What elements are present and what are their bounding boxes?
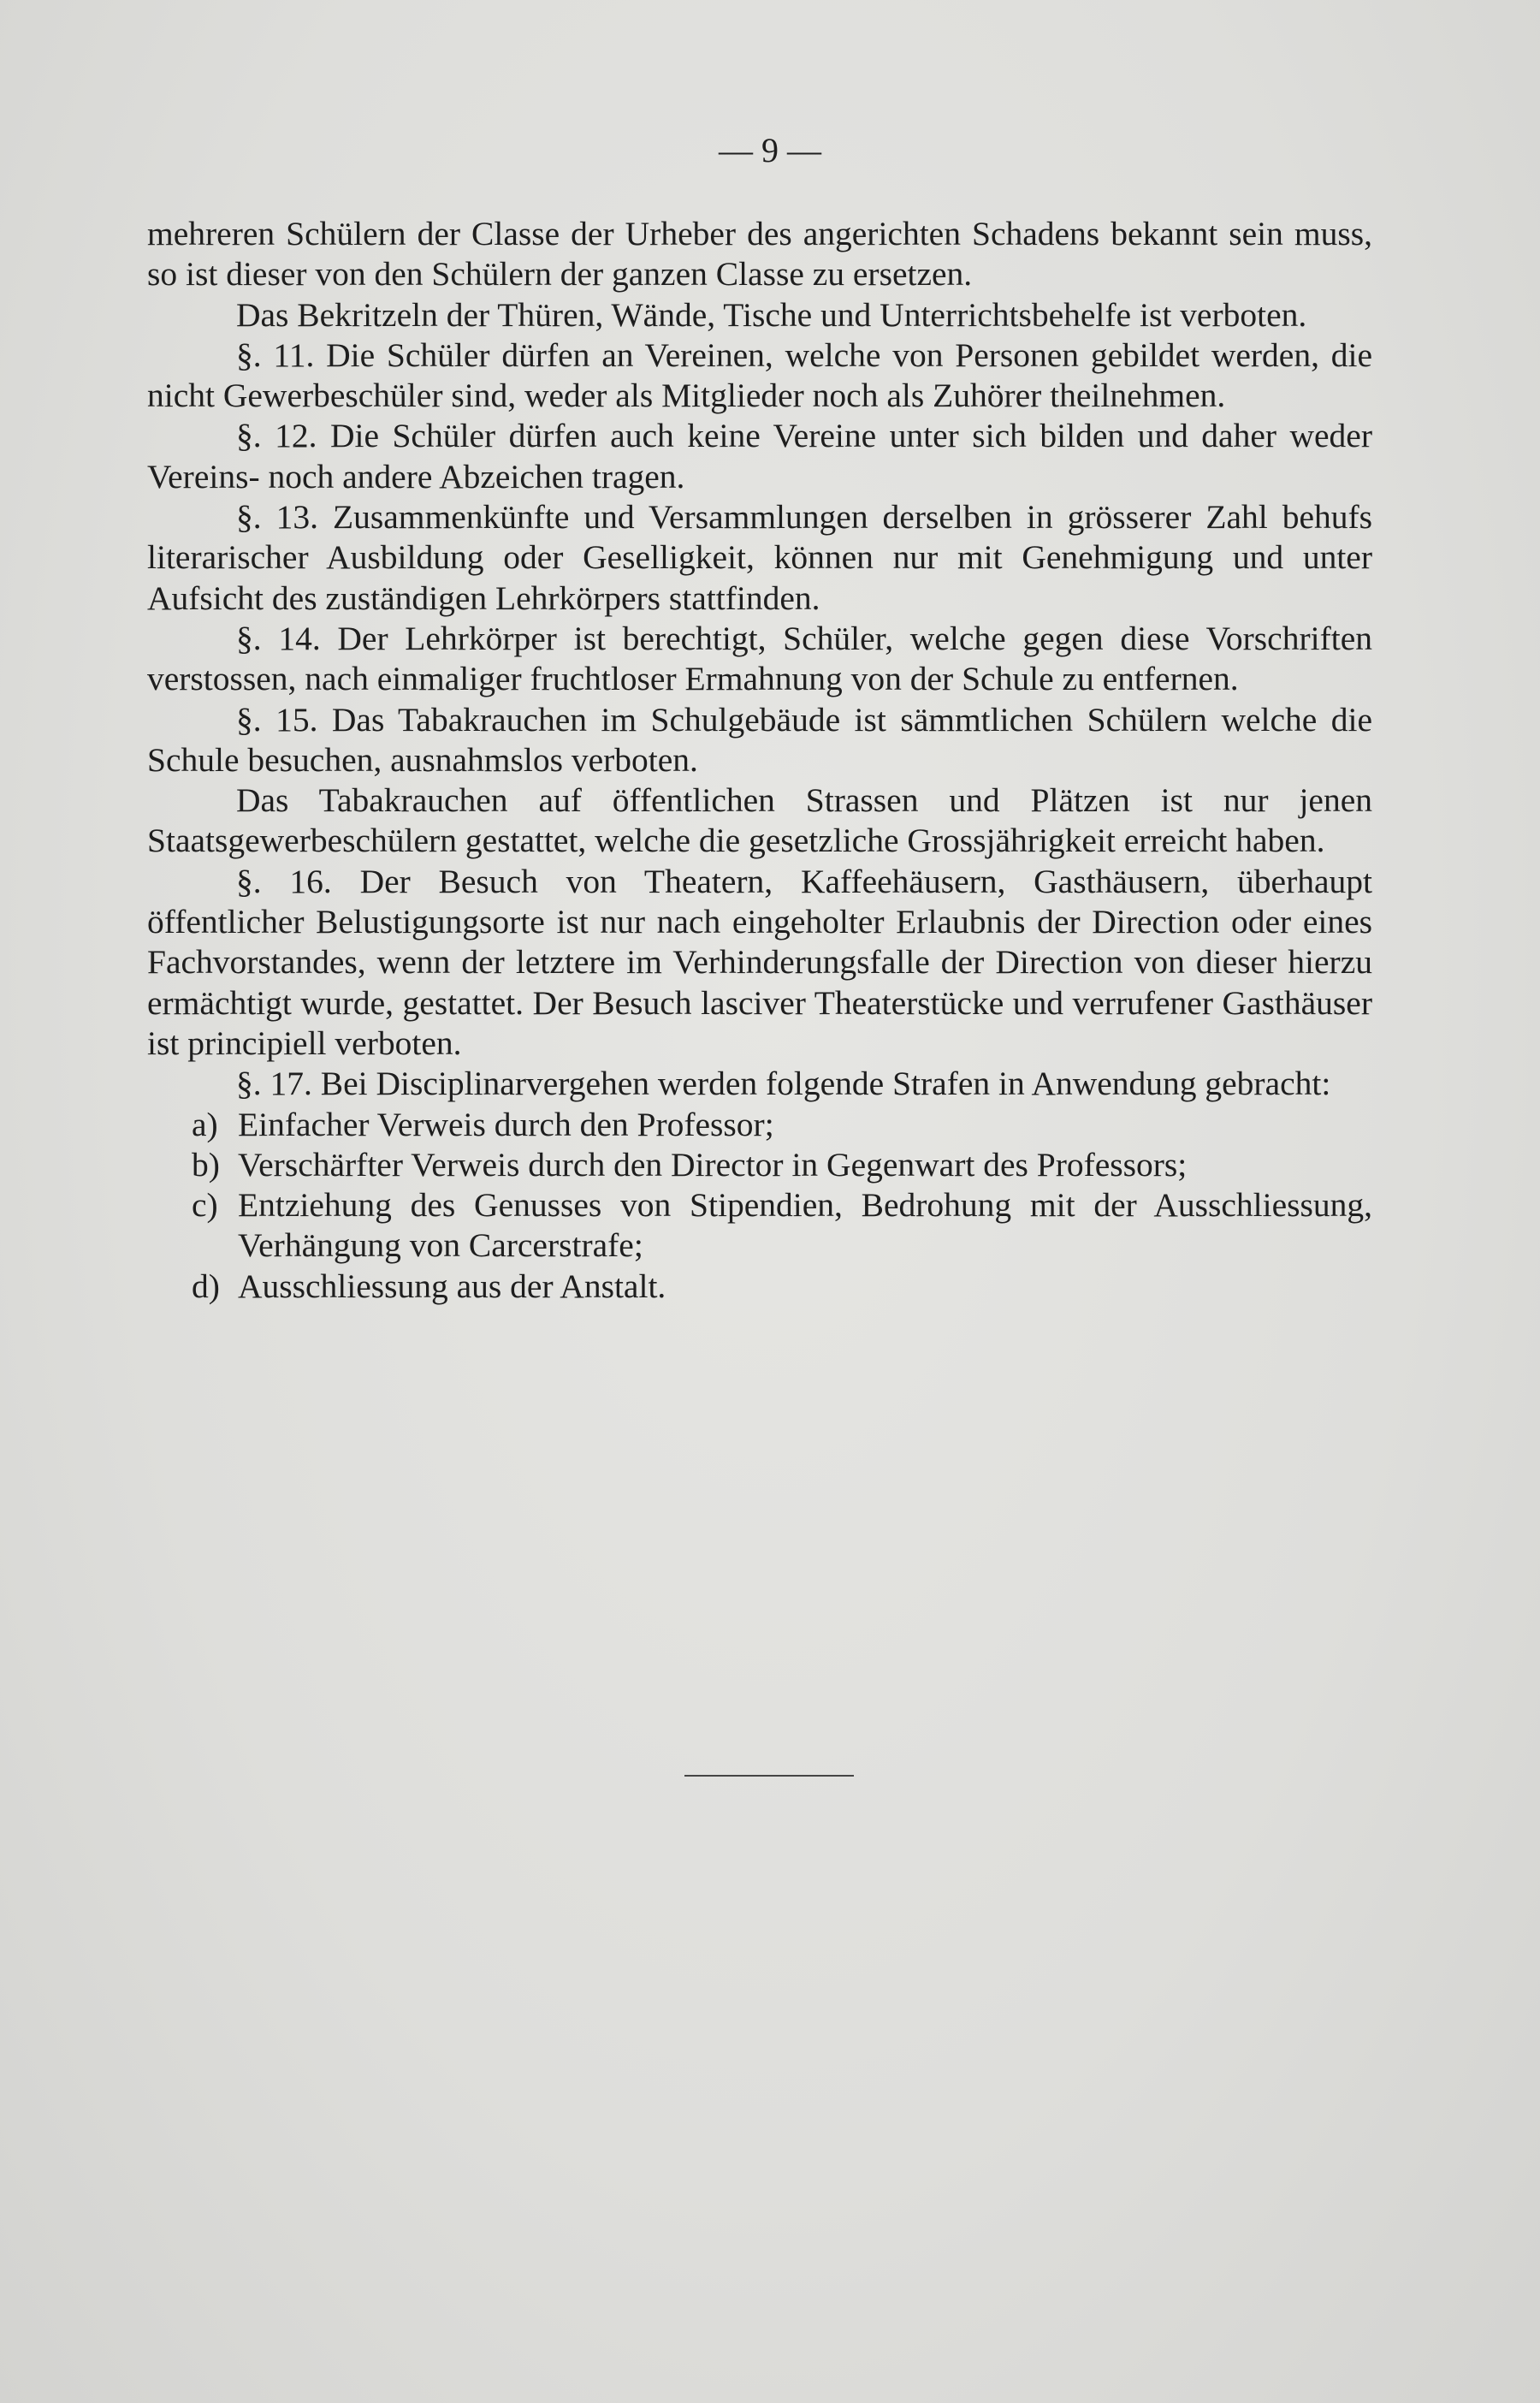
- penalty-marker: c): [192, 1186, 218, 1225]
- paragraph-section-16: §. 16. Der Besuch von Theatern, Kaffeehäusern, Gasthäusern, überhaupt öffentlicher Belustigungsorte ist nur nach eingeholter Erlaubnis der Direction oder eines Fachvorstandes, wenn der letztere im Verhinderungsfalle der Direction von dieser hierzu ermächtigt wurde, gestattet. Der Besuch lasciver Theaterstücke und verrufener Gasthäuser ist principiell verboten.: [147, 862, 1372, 1062]
- paragraph-section-11: §. 11. Die Schüler dürfen an Vereinen, welche von Personen gebildet werden, die nicht Gewerbeschüler sind, weder als Mitglieder noch als Zuhörer theilnehmen.: [147, 335, 1372, 415]
- penalty-text: Einfacher Verweis durch den Professor;: [238, 1105, 774, 1143]
- body-text: [147, 214, 1372, 1307]
- paragraph-tabakrauchen-strassen: Das Tabakrauchen auf öffentlichen Strassen und Plätzen ist nur jenen Staatsgewerbeschülern gestattet, welche die gesetzliche Grossjährigkeit erreicht haben.: [147, 781, 1372, 860]
- end-rule-divider: [684, 1775, 854, 1777]
- penalty-text: Verschärfter Verweis durch den Director in Gegenwart des Professors;: [238, 1145, 1188, 1184]
- paragraph-section-12: §. 12. Die Schüler dürfen auch keine Vereine unter sich bilden und daher weder Vereins- noch andere Abzeichen tragen.: [147, 417, 1372, 495]
- paragraph-section-14: §. 14. Der Lehrkörper ist berechtigt, Schüler, welche gegen diese Vorschriften verstossen, nach einmaliger fruchtloser Ermahnung von der Schule zu entfernen.: [147, 619, 1372, 698]
- penalty-item-b: [192, 1145, 1372, 1185]
- penalty-marker: b): [192, 1145, 220, 1184]
- penalty-marker: a): [192, 1105, 218, 1143]
- penalty-item-d: [192, 1267, 1372, 1307]
- page-number: — 9 —: [719, 131, 821, 169]
- penalty-marker: d): [192, 1267, 220, 1305]
- paragraph-section-13: §. 13. Zusammenkünfte und Versammlungen derselben in grösserer Zahl behufs literarischer Ausbildung oder Geselligkeit, können nur mit Genehmigung und unter Aufsicht des zuständigen Lehrkörpers stattfinden.: [147, 498, 1372, 617]
- paragraph-continuation: mehreren Schülern der Classe der Urheber des angerichten Schadens bekannt sein muss, so ist dieser von den Schülern der ganzen Classe zu ersetzen.: [147, 215, 1372, 294]
- paragraph-section-17: §. 17. Bei Disciplinarvergehen werden folgende Strafen in Anwendung gebracht:: [236, 1065, 1331, 1103]
- penalty-text: Entziehung des Genusses von Stipendien, Bedrohung mit der Ausschliessung, Verhängung von Carcerstrafe;: [238, 1186, 1372, 1265]
- penalty-list: [147, 1105, 1372, 1307]
- paragraph-bekritzeln: Das Bekritzeln der Thüren, Wände, Tische und Unterrichtsbehelfe ist verboten.: [236, 295, 1307, 334]
- paragraph-section-15: §. 15. Das Tabakrauchen im Schulgebäude ist sämmtlichen Schülern welche die Schule besuchen, ausnahmslos verboten.: [147, 700, 1372, 779]
- penalty-item-c: [192, 1185, 1372, 1267]
- penalty-item-a: [192, 1105, 1372, 1145]
- penalty-text: Ausschliessung aus der Anstalt.: [238, 1267, 666, 1305]
